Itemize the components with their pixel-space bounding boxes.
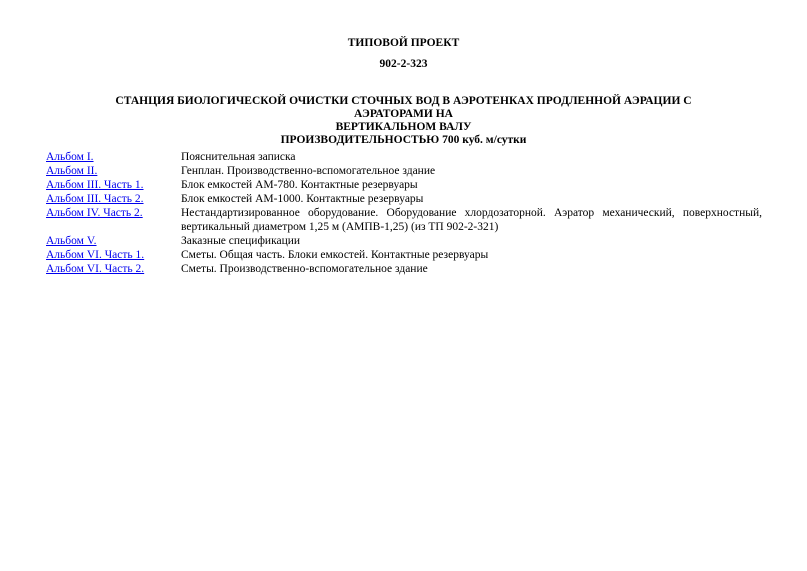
album-description: Сметы. Общая часть. Блоки емкостей. Контактные резервуары	[181, 249, 489, 261]
album-row	[46, 178, 762, 192]
album-description: Нестандартизированное оборудование. Оборудование хлордозаторной. Аэратор механический, поверхностный, вертикальный диаметром 1,25 м (АМПВ-1,25) (из ТП 902-2-321)	[181, 207, 762, 233]
album-row	[46, 164, 762, 178]
album-link-3-part-1[interactable]: Альбом III. Часть 1.	[46, 179, 144, 191]
album-link-2[interactable]: Альбом II.	[46, 165, 98, 177]
album-list	[46, 150, 762, 276]
album-link-4-part-2[interactable]: Альбом IV. Часть 2.	[46, 207, 143, 219]
album-description: Блок емкостей АМ-780. Контактные резервуары	[181, 179, 418, 191]
album-row	[46, 262, 762, 276]
album-row	[46, 150, 762, 164]
album-link-3-part-2[interactable]: Альбом III. Часть 2.	[46, 193, 144, 205]
album-description: Сметы. Производственно-вспомогательное здание	[181, 263, 428, 275]
album-row	[46, 248, 762, 262]
document-title-line: ПРОИЗВОДИТЕЛЬНОСТЬЮ 700 куб. м/сутки	[280, 134, 527, 146]
album-link-1[interactable]: Альбом I.	[46, 151, 94, 163]
document-title-line: СТАНЦИЯ БИОЛОГИЧЕСКОЙ ОЧИСТКИ СТОЧНЫХ ВОД В АЭРОТЕНКАХ ПРОДЛЕННОЙ АЭРАЦИИ С АЭРАТОРАМИ НА	[115, 95, 692, 120]
album-description: Генплан. Производственно-вспомогательное здание	[181, 165, 436, 177]
album-row	[46, 234, 762, 248]
album-row	[46, 206, 762, 234]
document-number-heading: 902-2-323	[379, 58, 428, 70]
album-link-5[interactable]: Альбом V.	[46, 235, 97, 247]
document-title-line: ВЕРТИКАЛЬНОМ ВАЛУ	[335, 121, 472, 133]
document-title	[75, 95, 732, 147]
album-row	[46, 192, 762, 206]
album-link-6-part-2[interactable]: Альбом VI. Часть 2.	[46, 263, 145, 275]
album-description: Пояснительная записка	[181, 151, 296, 163]
album-link-6-part-1[interactable]: Альбом VI. Часть 1.	[46, 249, 145, 261]
album-description: Блок емкостей АМ-1000. Контактные резервуары	[181, 193, 424, 205]
document-type-heading: ТИПОВОЙ ПРОЕКТ	[347, 37, 460, 49]
album-description: Заказные спецификации	[181, 235, 301, 247]
